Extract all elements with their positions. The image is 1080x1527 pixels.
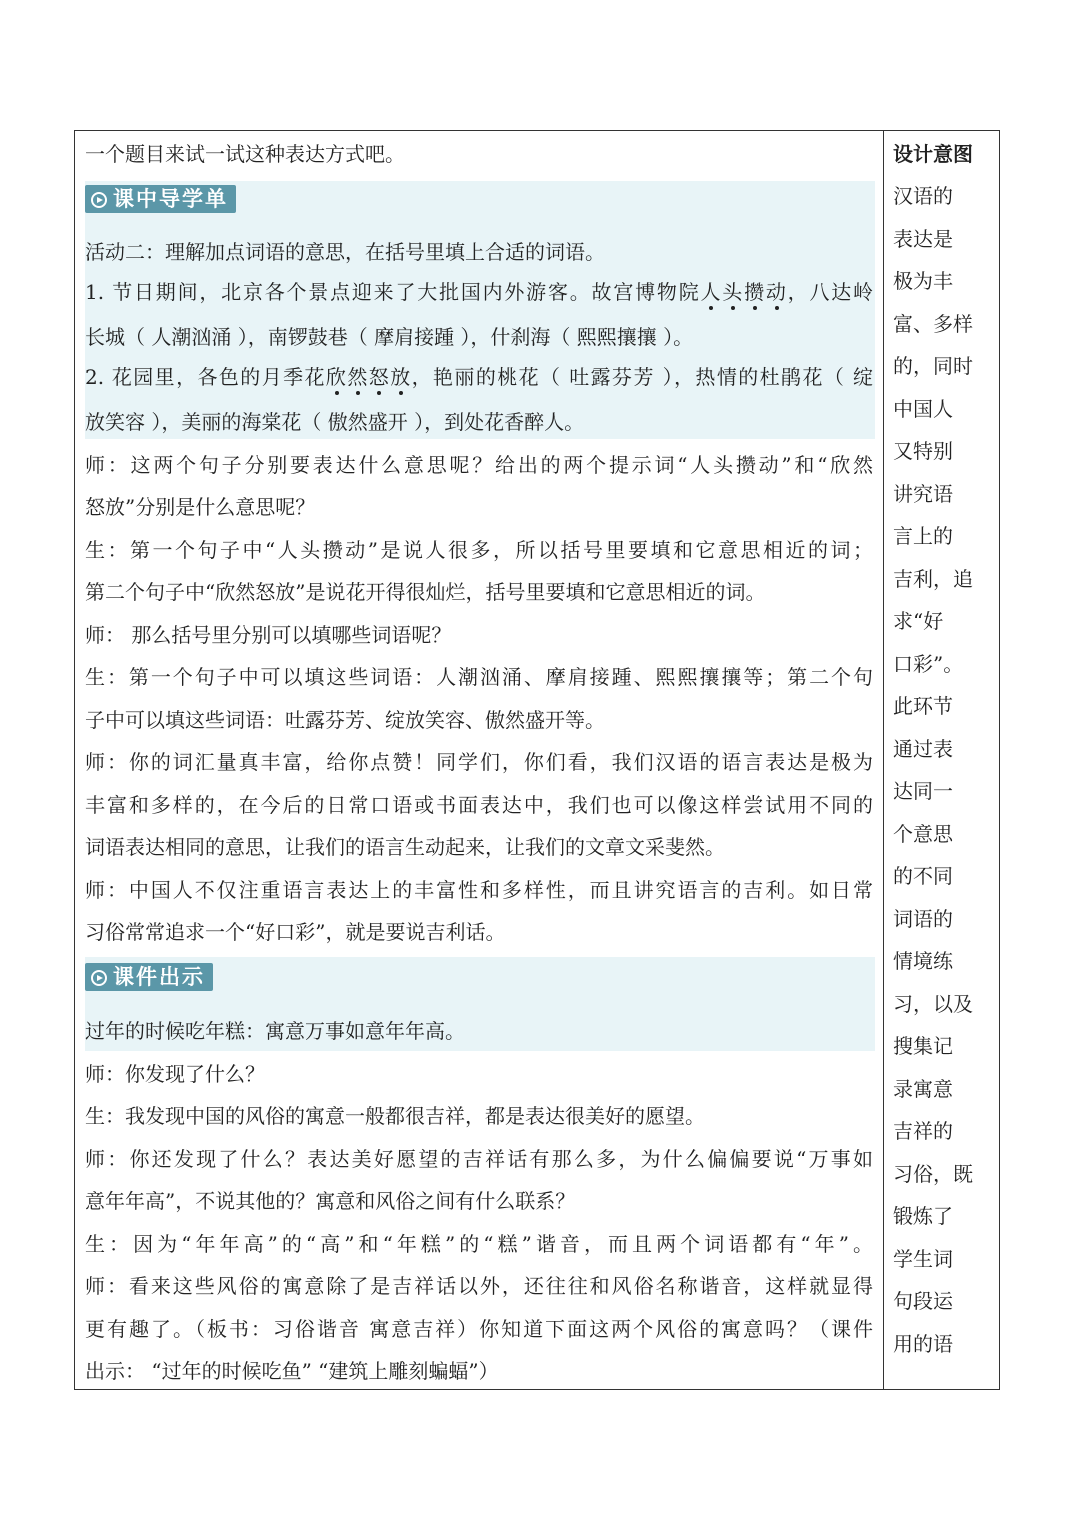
design-intent-line: 的，同时 [893, 354, 973, 378]
design-intent-line: 的不同 [893, 864, 953, 888]
design-intent-line: 习，以及 [893, 991, 973, 1016]
design-intent-title: 设计意图 [893, 142, 973, 166]
design-intent-line: 求“好 [893, 609, 944, 633]
design-intent-line: 个意思 [893, 821, 953, 846]
text-line: 出示： “过年的时候吃鱼” “建筑上雕刻蝙蝠”） [85, 1359, 499, 1383]
text-line: 师：中国人不仅注重语言表达上的丰富性和多样性，而且讲究语言的吉利。如日常 [85, 878, 873, 902]
text-line: 习俗常常追求一个“好口彩”，就是要说吉利话。 [85, 920, 506, 944]
design-intent-line: 习俗，既 [893, 1161, 973, 1186]
text-line: 生：我发现中国的风俗的寓意一般都很吉祥，都是表达很美好的愿望。 [85, 1104, 705, 1128]
design-intent-line: 又特别 [893, 439, 953, 463]
section-banner-guide [85, 185, 236, 213]
text-line: 怒放”分别是什么意思呢？ [85, 495, 316, 519]
section-banner-courseware [85, 963, 213, 991]
text-line: 师：你还发现了什么？表达美好愿望的吉祥话有那么多，为什么偏偏要说“万事如 [85, 1147, 873, 1171]
text-line: 师： 那么括号里分别可以填哪些词语呢？ [85, 623, 452, 647]
design-intent-line: 句段运 [893, 1289, 953, 1313]
play-icon [91, 970, 107, 986]
text-line: 生：因为“年年高”的“高”和“年糕”的“糕”谐音，而且两个词语都有“年”。 [85, 1232, 873, 1256]
column-divider [883, 131, 884, 1389]
text-line: 词语表达相同的意思，让我们的语言生动起来，让我们的文章文采斐然。 [85, 835, 725, 859]
design-intent-line: 言上的 [893, 524, 953, 548]
design-intent-line: 情境练 [893, 949, 953, 973]
text-line: 丰富和多样的，在今后的日常口语或书面表达中，我们也可以像这样尝试用不同的 [85, 793, 873, 817]
text-line: 放笑容 ），美丽的海棠花（ 傲然盛开 ），到处花香醉人。 [85, 410, 585, 434]
lesson-table [74, 130, 1000, 1390]
design-intent-line: 学生词 [893, 1246, 953, 1271]
design-intent-line: 吉利，追 [893, 566, 973, 591]
text-line: 子中可以填这些词语：吐露芬芳、绽放笑容、傲然盛开等。 [85, 708, 605, 732]
design-intent-line: 中国人 [893, 396, 953, 421]
design-intent-line: 用的语 [893, 1331, 953, 1356]
banner-label: 课中导学单 [113, 187, 228, 211]
design-intent-line: 搜集记 [893, 1034, 953, 1058]
design-intent-line: 吉祥的 [893, 1119, 953, 1143]
design-intent-line: 富、多样 [893, 311, 973, 336]
design-intent-line: 录寓意 [893, 1076, 953, 1101]
design-intent-line: 通过表 [893, 736, 953, 761]
design-intent-line: 词语的 [893, 906, 953, 931]
text-line: 第二个句子中“欣然怒放”是说花开得很灿烂，括号里要填和它意思相近的词。 [85, 580, 766, 604]
design-intent-line: 讲究语 [893, 481, 953, 506]
design-intent-line: 汉语的 [893, 184, 953, 208]
text-line: 师：你的词汇量真丰富，给你点赞！同学们，你们看，我们汉语的语言表达是极为 [85, 750, 873, 774]
text-line: 生：第一个句子中“人头攒动”是说人很多，所以括号里要填和它意思相近的词； [85, 538, 873, 562]
design-intent-line: 达同一 [893, 779, 953, 803]
design-intent-line: 极为丰 [893, 269, 953, 293]
design-intent-line: 表达是 [893, 226, 953, 251]
design-intent-line: 口彩”。 [893, 651, 964, 676]
text-line: 2. 花园里，各色的月季花欣然怒放，艳丽的桃花（ 吐露芬芳 ），热情的杜鹃花（ 绽 [85, 365, 874, 389]
text-line: 长城（ 人潮汹涌 ），南锣鼓巷（ 摩肩接踵 ），什刹海（ 熙熙攘攘 ）。 [85, 325, 694, 349]
text-line: 活动二：理解加点词语的意思，在括号里填上合适的词语。 [85, 240, 605, 264]
text-line: 师：这两个句子分别要表达什么意思呢？给出的两个提示词“人头攒动”和“欣然 [85, 453, 873, 477]
text-line: 生：第一个句子中可以填这些词语：人潮汹涌、摩肩接踵、熙熙攘攘等；第二个句 [85, 665, 873, 689]
design-intent-line: 锻炼了 [893, 1204, 953, 1228]
banner-label: 课件出示 [113, 965, 205, 989]
text-line: 1. 节日期间，北京各个景点迎来了大批国内外游客。故宫博物院人头攒动，八达岭 [85, 280, 874, 304]
text-line: 一个题目来试一试这种表达方式吧。 [85, 142, 405, 166]
text-line: 更有趣了。（板书：习俗谐音 寓意吉祥）你知道下面这两个风俗的寓意吗？（课件 [85, 1317, 873, 1341]
text-line: 过年的时候吃年糕：寓意万事如意年年高。 [85, 1019, 465, 1043]
text-line: 意年年高”，不说其他的？寓意和风俗之间有什么联系？ [85, 1189, 576, 1213]
play-icon [91, 192, 107, 208]
text-line: 师：看来这些风俗的寓意除了是吉祥话以外，还往往和风俗名称谐音，这样就显得 [85, 1274, 873, 1298]
design-intent-line: 此环节 [893, 694, 953, 718]
text-line: 师：你发现了什么？ [85, 1062, 265, 1086]
